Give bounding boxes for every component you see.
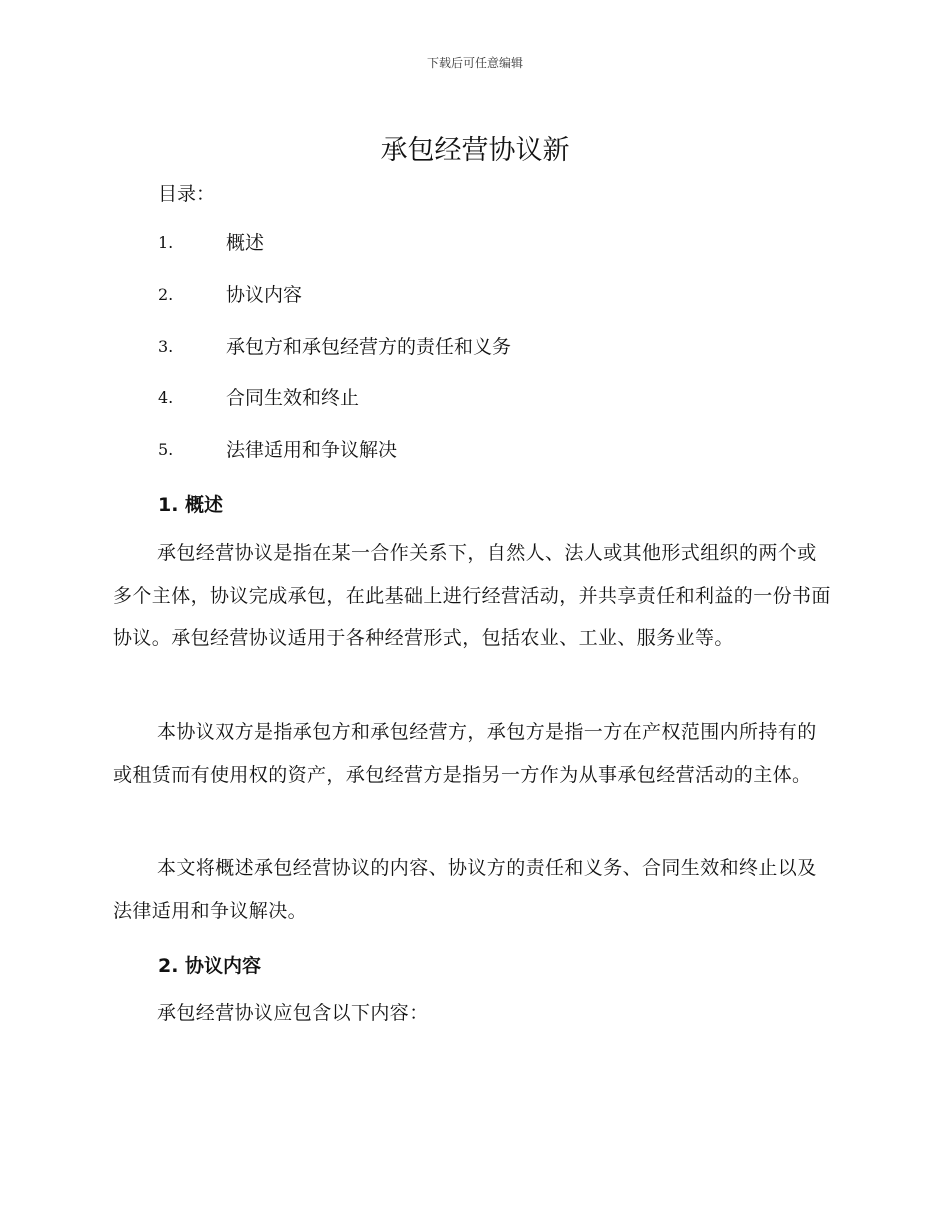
toc-item-number: 1.: [158, 233, 174, 252]
section-paragraph: 承包经营协议应包含以下内容：: [157, 1002, 429, 1024]
toc-label: 目录：: [158, 183, 216, 205]
toc-item-number: 3.: [158, 337, 174, 356]
section-heading: 1. 概述: [158, 494, 224, 516]
document-title: 承包经营协议新: [380, 135, 570, 166]
section-paragraph: 本文将概述承包经营协议的内容、协议方的责任和义务、合同生效和终止以及法律适用和争议解决。: [113, 857, 817, 922]
header-note: 下载后可任意编辑: [426, 56, 523, 70]
section-paragraph: 本协议双方是指承包方和承包经营方，承包方是指一方在产权范围内所持有的或租赁而有使用权的资产，承包经营方是指另一方作为从事承包经营活动的主体。: [113, 721, 817, 786]
section-heading: 2. 协议内容: [158, 955, 262, 977]
toc-item-text: 承包方和承包经营方的责任和义务: [226, 336, 512, 358]
toc-item-number: 5.: [158, 440, 174, 459]
toc-item-text: 法律适用和争议解决: [226, 439, 398, 461]
toc-item-number: 4.: [158, 388, 174, 407]
toc-item-text: 概述: [226, 232, 265, 254]
section-paragraph: 承包经营协议是指在某一合作关系下，自然人、法人或其他形式组织的两个或多个主体，协议完成承包，在此基础上进行经营活动，并共享责任和利益的一份书面协议。承包经营协议适用于各种经营形式，包括农业、工业、服务业等。: [113, 542, 831, 649]
toc-item-number: 2.: [158, 285, 174, 304]
toc-item-text: 协议内容: [226, 284, 303, 306]
toc-item-text: 合同生效和终止: [226, 387, 360, 409]
